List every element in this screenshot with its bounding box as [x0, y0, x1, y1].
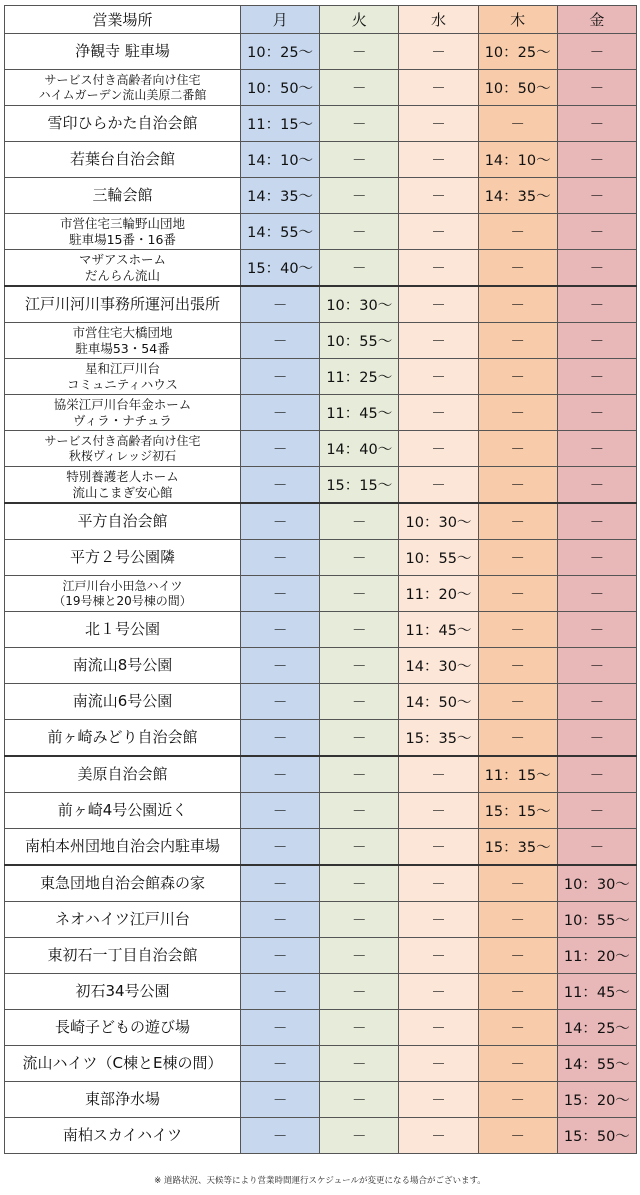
time-cell: 11：45～	[399, 612, 478, 648]
table-row	[5, 70, 637, 106]
location-cell	[5, 902, 241, 938]
location-line: だんらん流山	[84, 267, 160, 283]
time-cell: －	[320, 648, 399, 684]
time-cell: －	[399, 829, 478, 866]
location-line: 平方２号公園隣	[69, 548, 175, 566]
location-cell	[5, 142, 241, 178]
time-cell: －	[557, 467, 636, 504]
time-cell: －	[399, 974, 478, 1010]
location-line: 前ヶ崎4号公園近く	[57, 801, 188, 819]
header-day-thu: 木	[478, 6, 557, 34]
time-cell: －	[320, 756, 399, 793]
time-cell: －	[557, 576, 636, 612]
time-cell: 11：15～	[478, 756, 557, 793]
table-row	[5, 902, 637, 938]
time-cell: －	[241, 793, 320, 829]
header-day-mon: 月	[241, 6, 320, 34]
time-cell: －	[399, 178, 478, 214]
time-cell: －	[478, 902, 557, 938]
location-cell	[5, 250, 241, 287]
location-cell	[5, 70, 241, 106]
time-cell: 15：20～	[557, 1082, 636, 1118]
location-line: 南流山6号公園	[72, 692, 173, 710]
time-cell: 15：40～	[241, 250, 320, 287]
table-row	[5, 756, 637, 793]
time-cell: －	[557, 612, 636, 648]
location-line: コミュニティハウス	[67, 376, 178, 392]
time-cell: －	[241, 612, 320, 648]
time-cell: －	[557, 142, 636, 178]
time-cell: －	[478, 1082, 557, 1118]
location-line: 江戸川台小田急ハイツ	[62, 578, 183, 593]
time-cell: 10：55～	[399, 540, 478, 576]
location-cell	[5, 359, 241, 395]
time-cell: 11：20～	[557, 938, 636, 974]
time-cell: 11：15～	[241, 106, 320, 142]
location-cell	[5, 323, 241, 359]
schedule-body	[5, 34, 637, 1154]
time-cell: －	[478, 359, 557, 395]
time-cell: －	[399, 467, 478, 504]
time-cell: －	[241, 323, 320, 359]
location-cell	[5, 612, 241, 648]
time-cell: －	[320, 250, 399, 287]
location-line: 東急団地自治会館森の家	[39, 874, 205, 892]
time-cell: －	[399, 142, 478, 178]
time-cell: －	[557, 684, 636, 720]
time-cell: －	[320, 1082, 399, 1118]
location-line: 前ヶ崎みどり自治会館	[47, 728, 198, 746]
location-line: 平方自治会館	[77, 512, 168, 530]
time-cell: －	[320, 70, 399, 106]
schedule-table	[4, 5, 637, 1154]
table-row	[5, 540, 637, 576]
table-row	[5, 612, 637, 648]
time-cell: －	[241, 829, 320, 866]
time-cell: －	[241, 684, 320, 720]
time-cell: －	[557, 214, 636, 250]
header-day-tue: 火	[320, 6, 399, 34]
time-cell: －	[241, 431, 320, 467]
location-line: ヴィラ・ナチュラ	[73, 412, 172, 428]
time-cell: －	[557, 34, 636, 70]
time-cell: －	[241, 1118, 320, 1154]
time-cell: －	[399, 865, 478, 902]
location-cell	[5, 720, 241, 757]
time-cell: 11：25～	[320, 359, 399, 395]
time-cell: －	[241, 756, 320, 793]
time-cell: －	[320, 684, 399, 720]
table-row	[5, 576, 637, 612]
location-line: 南流山8号公園	[72, 656, 173, 674]
time-cell: －	[399, 902, 478, 938]
location-line: 特別養護老人ホーム	[66, 468, 179, 484]
time-cell: 10：25～	[478, 34, 557, 70]
location-line: サービス付き高齢者向け住宅	[44, 72, 201, 87]
location-line: 雪印ひらかた自治会館	[47, 114, 198, 132]
time-cell: 14：25～	[557, 1010, 636, 1046]
location-cell	[5, 1010, 241, 1046]
time-cell: 14：40～	[320, 431, 399, 467]
time-cell: －	[557, 395, 636, 431]
location-line: 初石34号公園	[75, 982, 170, 1000]
time-cell: －	[320, 214, 399, 250]
time-cell: －	[320, 540, 399, 576]
time-cell: －	[478, 648, 557, 684]
location-line: 流山こまぎ安心館	[72, 484, 173, 500]
header-day-wed: 水	[399, 6, 478, 34]
location-cell	[5, 467, 241, 504]
time-cell: －	[478, 1118, 557, 1154]
time-cell: －	[320, 865, 399, 902]
time-cell: －	[478, 503, 557, 540]
table-row	[5, 684, 637, 720]
time-cell: 15：35～	[478, 829, 557, 866]
time-cell: －	[320, 720, 399, 757]
location-cell	[5, 286, 241, 323]
time-cell: －	[320, 612, 399, 648]
location-line: 北１号公園	[84, 620, 160, 638]
table-row	[5, 178, 637, 214]
time-cell: －	[478, 431, 557, 467]
location-line: 若葉台自治会館	[69, 150, 175, 168]
time-cell: －	[557, 793, 636, 829]
location-line: 三輪会館	[92, 186, 153, 204]
table-row	[5, 503, 637, 540]
table-row	[5, 214, 637, 250]
time-cell: －	[557, 359, 636, 395]
time-cell: 10：30～	[320, 286, 399, 323]
time-cell: －	[478, 323, 557, 359]
table-row	[5, 323, 637, 359]
time-cell: 10：50～	[241, 70, 320, 106]
location-cell	[5, 1118, 241, 1154]
location-line: 東部浄水場	[84, 1090, 160, 1108]
time-cell: －	[557, 540, 636, 576]
time-cell: 10：30～	[399, 503, 478, 540]
time-cell: －	[241, 359, 320, 395]
time-cell: －	[241, 576, 320, 612]
time-cell: 14：30～	[399, 648, 478, 684]
location-line: 市営住宅三輪野山団地	[59, 215, 185, 231]
location-cell	[5, 648, 241, 684]
time-cell: 14：10～	[241, 142, 320, 178]
location-line: 駐車場15番・16番	[69, 231, 176, 247]
time-cell: －	[241, 1010, 320, 1046]
table-row	[5, 793, 637, 829]
time-cell: －	[557, 829, 636, 866]
time-cell: 10：55～	[557, 902, 636, 938]
time-cell: －	[478, 250, 557, 287]
time-cell: －	[557, 431, 636, 467]
time-cell: －	[557, 178, 636, 214]
location-line: 秋桜ヴィレッジ初石	[68, 448, 177, 463]
table-row	[5, 720, 637, 757]
time-cell: 15：35～	[399, 720, 478, 757]
time-cell: 14：55～	[241, 214, 320, 250]
time-cell: －	[478, 684, 557, 720]
time-cell: －	[320, 1010, 399, 1046]
time-cell: －	[557, 720, 636, 757]
time-cell: －	[478, 106, 557, 142]
time-cell: －	[399, 756, 478, 793]
time-cell: 10：50～	[478, 70, 557, 106]
location-cell	[5, 974, 241, 1010]
time-cell: 11：45～	[557, 974, 636, 1010]
time-cell: 15：50～	[557, 1118, 636, 1154]
time-cell: －	[399, 359, 478, 395]
time-cell: －	[241, 1082, 320, 1118]
time-cell: 15：15～	[320, 467, 399, 504]
time-cell: －	[241, 286, 320, 323]
table-row	[5, 938, 637, 974]
location-cell	[5, 1046, 241, 1082]
time-cell: －	[320, 938, 399, 974]
table-row	[5, 1118, 637, 1154]
location-line: ネオハイツ江戸川台	[55, 910, 190, 928]
time-cell: －	[320, 34, 399, 70]
time-cell: －	[478, 467, 557, 504]
time-cell: 10：30～	[557, 865, 636, 902]
location-line: 東初石一丁目自治会館	[47, 946, 198, 964]
time-cell: －	[478, 395, 557, 431]
table-row	[5, 467, 637, 504]
location-cell	[5, 865, 241, 902]
location-cell	[5, 540, 241, 576]
table-row	[5, 431, 637, 467]
time-cell: －	[320, 142, 399, 178]
time-cell: －	[241, 540, 320, 576]
time-cell: －	[320, 793, 399, 829]
location-cell	[5, 684, 241, 720]
location-cell	[5, 214, 241, 250]
table-row	[5, 286, 637, 323]
location-cell	[5, 431, 241, 467]
time-cell: －	[557, 648, 636, 684]
time-cell: －	[478, 540, 557, 576]
time-cell: 11：45～	[320, 395, 399, 431]
location-line: 長崎子どもの遊び場	[54, 1018, 190, 1036]
time-cell: －	[399, 938, 478, 974]
time-cell: －	[399, 214, 478, 250]
time-cell: －	[399, 1082, 478, 1118]
table-row	[5, 974, 637, 1010]
time-cell: －	[399, 286, 478, 323]
table-row	[5, 359, 637, 395]
location-cell	[5, 395, 241, 431]
table-row	[5, 34, 637, 70]
location-line: （19号棟と20号棟の間）	[53, 593, 192, 608]
time-cell: －	[241, 865, 320, 902]
location-line: 江戸川河川事務所運河出張所	[24, 295, 220, 313]
time-cell: 15：15～	[478, 793, 557, 829]
time-cell: －	[557, 286, 636, 323]
location-line: 南柏スカイハイツ	[62, 1126, 183, 1144]
location-line: 協栄江戸川台年金ホーム	[53, 396, 192, 412]
location-line: 浄観寺 駐車場	[75, 42, 170, 60]
header-row	[5, 6, 637, 34]
time-cell: －	[557, 756, 636, 793]
time-cell: －	[557, 70, 636, 106]
location-cell	[5, 106, 241, 142]
time-cell: －	[320, 178, 399, 214]
time-cell: －	[399, 34, 478, 70]
time-cell: －	[399, 1118, 478, 1154]
time-cell: －	[399, 1010, 478, 1046]
time-cell: －	[241, 938, 320, 974]
time-cell: －	[241, 720, 320, 757]
table-row	[5, 395, 637, 431]
time-cell: －	[478, 938, 557, 974]
time-cell: －	[241, 467, 320, 504]
time-cell: －	[478, 286, 557, 323]
location-cell	[5, 178, 241, 214]
time-cell: －	[478, 576, 557, 612]
time-cell: －	[478, 720, 557, 757]
location-line: 駐車場53・54番	[75, 340, 170, 356]
time-cell: 14：50～	[399, 684, 478, 720]
table-row	[5, 1010, 637, 1046]
location-cell	[5, 503, 241, 540]
location-line: マザアスホーム	[78, 251, 166, 267]
time-cell: 14：55～	[557, 1046, 636, 1082]
time-cell: －	[478, 974, 557, 1010]
time-cell: －	[399, 793, 478, 829]
time-cell: －	[478, 214, 557, 250]
time-cell: －	[557, 250, 636, 287]
time-cell: －	[399, 70, 478, 106]
time-cell: 14：10～	[478, 142, 557, 178]
time-cell: －	[399, 106, 478, 142]
time-cell: －	[320, 1046, 399, 1082]
time-cell: －	[399, 250, 478, 287]
time-cell: －	[320, 974, 399, 1010]
time-cell: －	[320, 576, 399, 612]
time-cell: －	[557, 323, 636, 359]
table-row	[5, 250, 637, 287]
location-cell	[5, 938, 241, 974]
table-row	[5, 829, 637, 866]
time-cell: －	[320, 503, 399, 540]
time-cell: －	[241, 974, 320, 1010]
time-cell: －	[241, 902, 320, 938]
time-cell: －	[320, 902, 399, 938]
location-line: 美原自治会館	[77, 765, 168, 783]
time-cell: －	[399, 395, 478, 431]
header-day-fri: 金	[557, 6, 636, 34]
location-cell	[5, 1082, 241, 1118]
time-cell: 11：20～	[399, 576, 478, 612]
time-cell: －	[320, 1118, 399, 1154]
header-location: 営業場所	[5, 6, 241, 34]
time-cell: －	[399, 323, 478, 359]
time-cell: 10：55～	[320, 323, 399, 359]
location-line: ハイムガーデン流山美原二番館	[38, 87, 207, 102]
time-cell: －	[557, 503, 636, 540]
table-row	[5, 648, 637, 684]
location-cell	[5, 34, 241, 70]
time-cell: －	[399, 431, 478, 467]
table-row	[5, 142, 637, 178]
location-cell	[5, 756, 241, 793]
time-cell: 14：35～	[241, 178, 320, 214]
time-cell: 10：25～	[241, 34, 320, 70]
location-cell	[5, 829, 241, 866]
time-cell: －	[478, 612, 557, 648]
location-line: サービス付き高齢者向け住宅	[44, 433, 201, 448]
time-cell: －	[320, 829, 399, 866]
location-line: 星和江戸川台	[84, 360, 160, 376]
table-row	[5, 1082, 637, 1118]
time-cell: －	[478, 1010, 557, 1046]
time-cell: －	[241, 395, 320, 431]
time-cell: 14：35～	[478, 178, 557, 214]
time-cell: －	[557, 106, 636, 142]
location-cell	[5, 576, 241, 612]
table-row	[5, 1046, 637, 1082]
footnote: ※ 道路状況、天候等により営業時間運行スケジュールが変更になる場合がございます。	[154, 1176, 486, 1186]
time-cell: －	[478, 1046, 557, 1082]
location-line: 流山ハイツ（C棟とE棟の間）	[22, 1054, 223, 1072]
time-cell: －	[241, 503, 320, 540]
time-cell: －	[478, 865, 557, 902]
time-cell: －	[241, 648, 320, 684]
time-cell: －	[320, 106, 399, 142]
location-cell	[5, 793, 241, 829]
time-cell: －	[399, 1046, 478, 1082]
table-row	[5, 106, 637, 142]
location-line: 市営住宅大橋団地	[72, 324, 173, 340]
location-line: 南柏本州団地自治会内駐車場	[24, 837, 220, 855]
time-cell: －	[241, 1046, 320, 1082]
table-row	[5, 865, 637, 902]
